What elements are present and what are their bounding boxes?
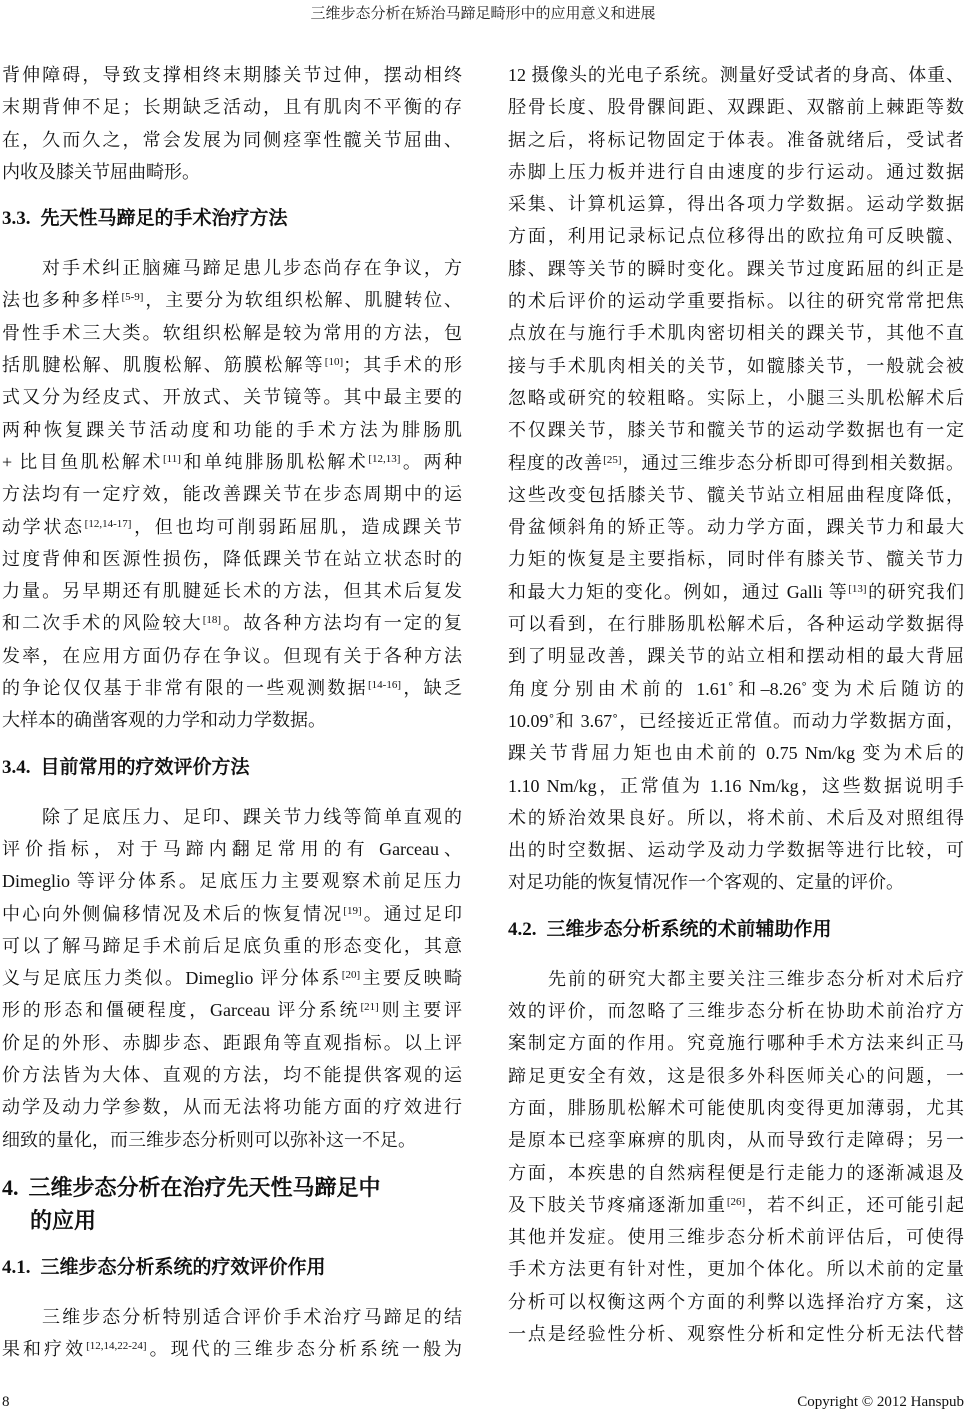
text-line (2, 124, 462, 156)
text-run: 力量。另早期还有肌腱延长术的方法，但其术后复发 (2, 581, 462, 602)
text-run: 不仅踝关节，膝关节和髋关节的运动学数据也有一定 (508, 420, 964, 441)
text-line (2, 607, 462, 639)
text-line (508, 705, 964, 737)
text-run: 发率，在应用方面仍存在争议。但现有关于各种方法 (2, 645, 462, 666)
text-line (508, 382, 964, 414)
paragraph (2, 59, 462, 188)
text-line (2, 349, 462, 381)
section-heading (2, 752, 462, 784)
text-run: 角度分别由术前的 1.61˚和–8.26˚变为术后随访的 (508, 678, 964, 699)
text-run: 方面，腓肠肌松解术可能使肌肉变得更加薄弱，尤其 (508, 1097, 964, 1118)
text-run: 。两种 (400, 451, 463, 472)
text-run: 的术后评价的运动学重要指标。以往的研究常常把焦 (508, 291, 964, 312)
text-line (508, 1189, 964, 1221)
text-run: ，缺乏 (401, 678, 462, 699)
paragraph (2, 801, 462, 1156)
text-run: 方面，本疾患的自然病程便是行走能力的逐渐减退及 (508, 1162, 964, 1183)
text-run: 膝、踝等关节的瞬时变化。踝关节过度跖屈的纠正是 (508, 258, 964, 279)
text-run: 义与足底压力类似。Dimeglio 评分体系 (2, 968, 342, 989)
text-line (508, 188, 964, 220)
text-line (508, 285, 964, 317)
text-run: 可以看到，在行腓肠肌松解术后，各种运动学数据得 (508, 614, 964, 635)
paragraph (2, 252, 462, 736)
citation-ref: [12,14,22-24] (86, 1340, 147, 1353)
citation-ref: [21] (360, 1001, 379, 1014)
text-run: 背伸障碍，导致支撑相终末期膝关节过伸，摆动相终 (2, 65, 462, 85)
text-line (508, 770, 964, 802)
text-run: 这些改变包括膝关节、髋关节站立相屈曲程度降低， (508, 484, 964, 505)
text-run: 力矩的恢复是主要指标，同时伴有膝关节、髋关节力 (508, 549, 964, 570)
text-line (2, 704, 462, 736)
text-line (508, 543, 964, 575)
text-line (508, 91, 964, 123)
text-run: 中心向外侧偏移情况及术后的恢复情况 (2, 903, 344, 924)
text-run: 。现代的三维步态分析系统一般为 (146, 1339, 463, 1360)
citation-ref: [20] (341, 969, 361, 982)
paragraph (508, 59, 964, 899)
left-column (2, 59, 462, 1366)
text-run: ，主要分为软组织松解、肌腱转位、 (143, 290, 463, 311)
text-line (2, 1059, 462, 1091)
text-run: 采集、计算机运算，得出各项力学数据。运动学数据 (508, 194, 964, 215)
text-line (2, 640, 462, 672)
text-line (2, 91, 462, 123)
text-run: 果和疗效 (2, 1339, 87, 1360)
text-run: 程度的改善 (508, 452, 604, 473)
text-run: 法也多种多样 (2, 290, 122, 311)
text-run: 的研究我们 (866, 581, 965, 602)
text-run: 内收及膝关节屈曲畸形。 (2, 161, 200, 182)
text-run: 形的形态和僵硬程度，Garceau 评分系统 (2, 1000, 361, 1021)
text-line (508, 834, 964, 866)
text-run: 一点是经验性分析、观察性分析和定性分析无法代替 (508, 1323, 964, 1344)
text-run: 骨盆倾斜角的矫正等。动力学方面，踝关节力和最大 (508, 517, 964, 538)
section-number: 4.1. (2, 1256, 31, 1278)
text-line (508, 414, 964, 446)
chapter-heading-continued: 的应用 (30, 1207, 97, 1233)
text-line (2, 994, 462, 1026)
text-line (508, 447, 964, 479)
text-line (508, 640, 964, 672)
citation-ref: [25] (603, 453, 622, 466)
text-line (2, 1333, 462, 1365)
text-run: 过度背伸和医源性损伤，降低踝关节在站立状态时的 (2, 548, 462, 569)
citation-ref: [13] (848, 582, 867, 595)
text-run: 效的评价，而忽略了三维步态分析在协助术前治疗方 (508, 1001, 964, 1022)
text-run: 括肌腱松解、肌腹松解、筋膜松解等 (2, 355, 325, 376)
text-line (508, 673, 964, 705)
citation-ref: [12,14-17] (84, 517, 132, 530)
copyright-notice: Copyright © 2012 Hanspub (797, 1394, 964, 1410)
text-line (2, 284, 462, 316)
citation-ref: [18] (202, 614, 222, 627)
section-title: 三维步态分析系统的疗效评价作用 (40, 1256, 326, 1278)
section-title: 三维步态分析系统的术前辅助作用 (546, 918, 832, 940)
text-run: 据之后，将标记物固定于体表。准备就绪后，受试者 (508, 129, 964, 150)
text-run: ，若不纠正，还可能引起 (745, 1194, 965, 1215)
text-line (2, 833, 462, 865)
text-run: 其他并发症。使用三维步态分析术前评估后，可使得 (508, 1227, 964, 1248)
text-run: 则主要评 (378, 1000, 463, 1021)
text-line (508, 576, 964, 608)
citation-ref: [11] (162, 452, 181, 465)
text-run: 蹄足更安全有效，这是很多外科医师关心的问题，一 (508, 1065, 964, 1086)
text-run: 骨性手术三大类。软组织松解是较为常用的方法，包 (2, 322, 462, 343)
text-run: + 比目鱼肌松解术 (2, 451, 163, 472)
text-run: 对手术纠正脑瘫马蹄足患儿步态尚存在争议，方 (42, 258, 462, 279)
text-line (2, 575, 462, 607)
section-number: 4.2. (508, 918, 537, 940)
text-line (508, 317, 964, 349)
text-line (2, 446, 462, 478)
text-line (508, 1318, 964, 1350)
section-heading (508, 914, 964, 946)
text-line (2, 930, 462, 962)
text-run: 评价指标，对于马蹄内翻足常用的有 Garceau、 (2, 838, 462, 859)
text-run: 10.09˚和 3.67˚，已经接近正常值。而动力学数据方面， (508, 710, 964, 731)
text-line (2, 252, 462, 284)
text-run: 在，久而久之，常会发展为同侧痉挛性髋关节屈曲、 (2, 129, 462, 150)
text-run: 点放在与施行手术肌肉密切相关的踝关节，其他不直 (508, 323, 964, 344)
text-line (2, 801, 462, 833)
citation-ref: [19] (343, 904, 362, 917)
section-heading (2, 203, 462, 235)
text-line (2, 414, 462, 446)
text-line (508, 1092, 964, 1124)
text-line (508, 350, 964, 382)
text-line (2, 962, 462, 994)
text-line (508, 479, 964, 511)
text-run: 胫骨长度、股骨髁间距、双踝距、双髂前上棘距等数 (508, 97, 964, 118)
text-run: 两种恢复踝关节活动度和功能的手术方法为腓肠肌 (2, 419, 462, 440)
text-run: 大样本的确凿客观的力学和动力学数据。 (2, 710, 326, 731)
text-run: 式又分为经皮式、开放式、关节镜等。其中最主要的 (2, 387, 462, 408)
text-line (508, 995, 964, 1027)
text-run: 和二次手术的风险较大 (2, 613, 203, 634)
text-line (2, 672, 462, 704)
text-run: 方面，利用记录标记点位移得出的欧拉角可反映髋、 (508, 226, 964, 247)
citation-ref: [14-16] (368, 679, 401, 692)
text-run: 除了足底压力、足印、踝关节力线等简单直观的 (42, 806, 462, 827)
text-line (2, 898, 462, 930)
text-line (508, 1060, 964, 1092)
text-line (508, 802, 964, 834)
section-number: 3.3. (2, 208, 31, 230)
text-run: 。通过足印 (361, 903, 463, 924)
text-line (2, 1301, 462, 1333)
text-run: 对足功能的恢复情况作一个客观的、定量的评价。 (508, 872, 904, 893)
text-run: 。故各种方法均有一定的复 (221, 613, 463, 634)
citation-ref: [10] (324, 356, 344, 369)
text-run: 手术方法更有针对性，更加个体化。所以术前的定量 (508, 1259, 964, 1280)
text-line (508, 156, 964, 188)
text-line (2, 317, 462, 349)
citation-ref: [12,13] (368, 452, 401, 465)
text-line (2, 1027, 462, 1059)
text-run: 术的矫治效果良好。所以，将术前、术后及对照组得 (508, 807, 964, 828)
text-run: 三维步态分析特别适合评价手术治疗马蹄足的结 (42, 1306, 462, 1327)
right-column (508, 59, 964, 1350)
text-line (508, 511, 964, 543)
paragraph (2, 1301, 462, 1366)
text-line (508, 737, 964, 769)
text-line (2, 478, 462, 510)
citation-ref: [26] (726, 1195, 746, 1208)
chapter-heading (2, 1171, 462, 1204)
text-run: 分析可以权衡这两个方面的利弊以选择治疗方案，这 (508, 1291, 964, 1312)
text-run: 先前的研究大都主要关注三维步态分析对术后疗 (548, 968, 964, 989)
text-run: 和单纯腓肠肌松解术 (180, 451, 369, 472)
text-line (508, 1253, 964, 1285)
text-run: 价方法皆为大体、直观的方法，均不能提供客观的运 (2, 1065, 462, 1086)
text-run: 赤脚上压力板并进行自由速度的步行运动。通过数据 (508, 161, 964, 182)
section-heading (2, 1252, 462, 1284)
text-line (2, 1091, 462, 1123)
text-run: ；其手术的形 (343, 355, 462, 376)
citation-ref: [5-9] (121, 291, 144, 304)
page-number: 8 (2, 1394, 10, 1410)
text-run: 动学及动力学参数，从而无法将功能方面的疗效进行 (2, 1097, 462, 1118)
text-run: 是原本已痉挛麻痹的肌肉，从而导致行走障碍；另一 (508, 1130, 964, 1151)
text-run: 忽略或研究的较粗略。实际上，小腿三头肌松解术后 (508, 387, 964, 408)
section-number: 3.4. (2, 756, 31, 778)
text-line (2, 59, 462, 91)
text-line (2, 543, 462, 575)
text-line (2, 1124, 462, 1156)
text-run: 动学状态 (2, 516, 85, 537)
text-run: 出的时空数据、运动学及动力学数据等进行比较，可 (508, 840, 964, 861)
text-run: 及下肢关节疼痛逐渐加重 (508, 1194, 727, 1215)
text-line (2, 156, 462, 188)
text-run: 到了明显改善，踝关节的站立相和摆动相的最大背屈 (508, 646, 964, 667)
text-line (2, 381, 462, 413)
text-run: 可以了解马蹄足手术前后足底负重的形态变化，其意 (2, 935, 462, 956)
text-line (508, 1157, 964, 1189)
text-line (508, 1286, 964, 1318)
text-line (2, 511, 462, 543)
running-header-title: 三维步态分析在矫治马蹄足畸形中的应用意义和进展 (310, 6, 656, 22)
text-run: 主要反映畸 (360, 968, 462, 989)
text-line (508, 124, 964, 156)
text-line (508, 220, 964, 252)
text-line (508, 1124, 964, 1156)
section-title: 先天性马蹄足的手术治疗方法 (40, 208, 288, 230)
text-line (508, 963, 964, 995)
text-run: 末期背伸不足；长期缺乏活动，且有肌肉不平衡的存 (2, 97, 462, 118)
text-run: 细致的量化，而三维步态分析则可以弥补这一不足。 (2, 1129, 416, 1150)
text-run: 案制定方面的作用。究竟施行哪种手术方法来纠正马 (508, 1033, 964, 1054)
text-line (508, 1027, 964, 1059)
text-run: 方法均有一定疗效，能改善踝关节在步态周期中的运 (2, 484, 462, 505)
text-run: 踝关节背屈力矩也由术前的 0.75 Nm/kg 变为术后的 (508, 743, 964, 764)
text-run: 和最大力矩的变化。例如，通过 Galli 等 (508, 581, 849, 602)
text-line (2, 865, 462, 897)
section-number: 4. (2, 1174, 19, 1200)
text-run: ，通过三维步态分析即可得到相关数据。 (621, 452, 965, 473)
text-run: Dimeglio 等评分体系。足底压力主要观察术前足压力 (2, 871, 462, 892)
text-run: 价足的外形、赤脚步态、距跟角等直观指标。以上评 (2, 1032, 462, 1053)
text-run: 1.10 Nm/kg，正常值为 1.16 Nm/kg，这些数据说明手 (508, 775, 964, 796)
text-line (508, 253, 964, 285)
text-line (508, 59, 964, 91)
text-run: 的争论仅仅基于非常有限的一些观测数据 (2, 678, 368, 699)
text-line (508, 1221, 964, 1253)
text-line (508, 608, 964, 640)
text-line (508, 866, 964, 898)
text-run: 12 摄像头的光电子系统。测量好受试者的身高、体重、 (508, 65, 964, 85)
text-run: ，但也均可削弱跖屈肌，造成踝关节 (131, 516, 463, 537)
paragraph (508, 963, 964, 1351)
text-run: 接与手术肌肉相关的关节，如髋膝关节，一般就会被 (508, 355, 964, 376)
section-title: 目前常用的疗效评价方法 (40, 756, 250, 778)
section-title: 三维步态分析在治疗先天性马蹄足中 (28, 1174, 381, 1200)
